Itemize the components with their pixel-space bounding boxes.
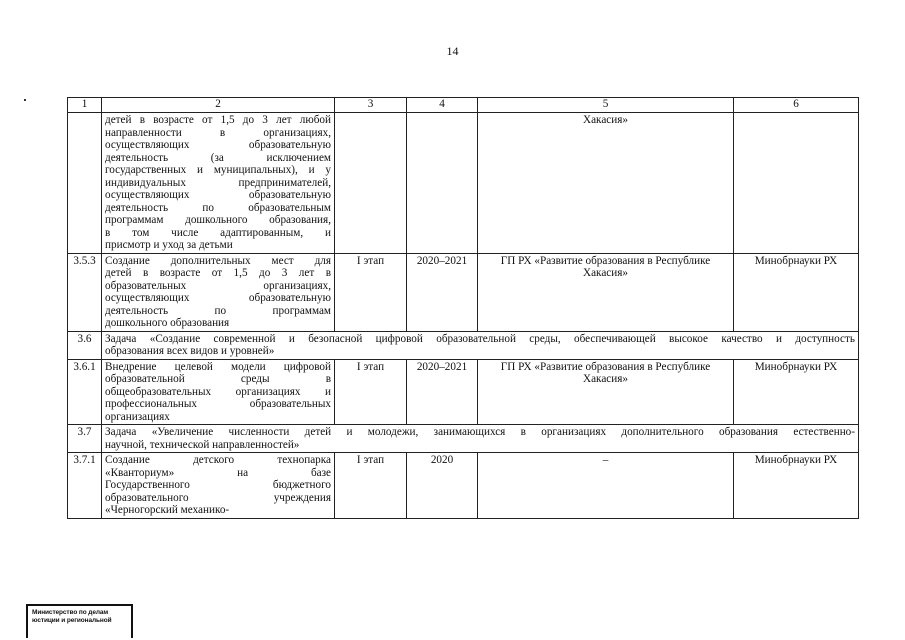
stamp-line: Министерство по делам <box>32 609 109 616</box>
description-line: детей в возрасте от 1,5 до 3 лет в <box>105 267 331 279</box>
task-text-line: научной, технической направленностей» <box>105 438 300 451</box>
description-line: Создание детского технопарка <box>105 454 331 466</box>
header-cell: 4 <box>407 98 478 113</box>
description-line: индивидуальных предпринимателей, <box>105 176 331 189</box>
task-row <box>68 331 859 359</box>
measure-description-cell <box>102 453 335 519</box>
description-line: детей в возрасте от 1,5 до 3 лет любой <box>105 114 331 126</box>
executor-cell: Минобрнауки РХ <box>734 359 859 425</box>
description-line: «Черногорский механико- <box>105 504 230 516</box>
period-cell: 2020–2021 <box>407 253 478 331</box>
description-line: программам дошкольного образования, <box>105 214 331 226</box>
task-text-line: Задача «Создание современной и безопасной цифровой образовательной среды, обеспечивающей высокое качество и доступность <box>105 332 855 345</box>
ministry-stamp <box>26 604 133 638</box>
measure-description-cell <box>102 113 335 254</box>
task-text-line: образования всех видов и уровней» <box>105 345 275 357</box>
table-row <box>68 113 859 254</box>
description-line: деятельность по образовательным <box>105 201 331 214</box>
program-cell: Хакасия» <box>478 113 734 254</box>
description-line: организациях <box>105 410 170 423</box>
item-number-cell: 3.6.1 <box>68 359 102 425</box>
description-line: Внедрение целевой модели цифровой <box>105 360 331 373</box>
measure-description-cell <box>102 359 335 425</box>
item-number-cell: 3.7 <box>68 425 102 453</box>
stage-cell: I этап <box>335 359 407 425</box>
item-number-cell: 3.6 <box>68 331 102 359</box>
header-cell: 1 <box>68 98 102 113</box>
table-body <box>68 98 859 519</box>
stage-cell: I этап <box>335 253 407 331</box>
table-row <box>68 453 859 519</box>
description-line: осуществляющих образовательную <box>105 189 331 201</box>
description-line: направленности в организациях, <box>105 126 331 139</box>
task-row <box>68 425 859 453</box>
period-cell <box>407 113 478 254</box>
measures-table <box>67 97 859 519</box>
description-line: присмотр и уход за детьми <box>105 239 233 251</box>
description-line: общеобразовательных организациях и <box>105 385 331 398</box>
description-line: Создание дополнительных мест для <box>105 254 331 267</box>
description-line: образовательной среды в <box>105 373 331 385</box>
description-line: государственных и муниципальных), и у <box>105 164 331 176</box>
program-cell: ГП РХ «Развитие образования в Республике Хакасия» <box>478 359 734 425</box>
executor-cell: Минобрнауки РХ <box>734 453 859 519</box>
description-line: образовательного учреждения <box>105 491 331 504</box>
scan-dot <box>24 99 26 101</box>
description-line: деятельность (за исключением <box>105 151 331 164</box>
stamp-line: юстиции и региональной <box>32 617 112 624</box>
description-line: профессиональных образовательных <box>105 398 331 410</box>
period-cell: 2020 <box>407 453 478 519</box>
task-cell <box>102 425 859 453</box>
header-cell: 6 <box>734 98 859 113</box>
item-number-cell <box>68 113 102 254</box>
program-cell: – <box>478 453 734 519</box>
header-cell: 5 <box>478 98 734 113</box>
description-line: «Кванториум» на базе <box>105 466 331 479</box>
header-cell: 2 <box>102 98 335 113</box>
task-cell <box>102 331 859 359</box>
table-row <box>68 359 859 425</box>
task-text-line: Задача «Увеличение численности детей и молодежи, занимающихся в организациях дополнительного образования естественно- <box>105 426 855 438</box>
header-cell: 3 <box>335 98 407 113</box>
item-number-cell: 3.5.3 <box>68 253 102 331</box>
stage-cell <box>335 113 407 254</box>
description-line: осуществляющих образовательную <box>105 139 331 151</box>
description-line: деятельность по программам <box>105 304 331 317</box>
executor-cell: Минобрнауки РХ <box>734 253 859 331</box>
item-number-cell: 3.7.1 <box>68 453 102 519</box>
measure-description-cell <box>102 253 335 331</box>
description-line: образовательных организациях, <box>105 279 331 292</box>
program-cell: ГП РХ «Развитие образования в Республике Хакасия» <box>478 253 734 331</box>
description-line: дошкольного образования <box>105 317 230 329</box>
table-row <box>68 253 859 331</box>
description-line: осуществляющих образовательную <box>105 292 331 304</box>
description-line: в том числе адаптированным, и <box>105 226 331 239</box>
executor-cell <box>734 113 859 254</box>
stage-cell: I этап <box>335 453 407 519</box>
header-row <box>68 98 859 113</box>
period-cell: 2020–2021 <box>407 359 478 425</box>
description-line: Государственного бюджетного <box>105 479 331 491</box>
page-number: 14 <box>446 44 459 58</box>
